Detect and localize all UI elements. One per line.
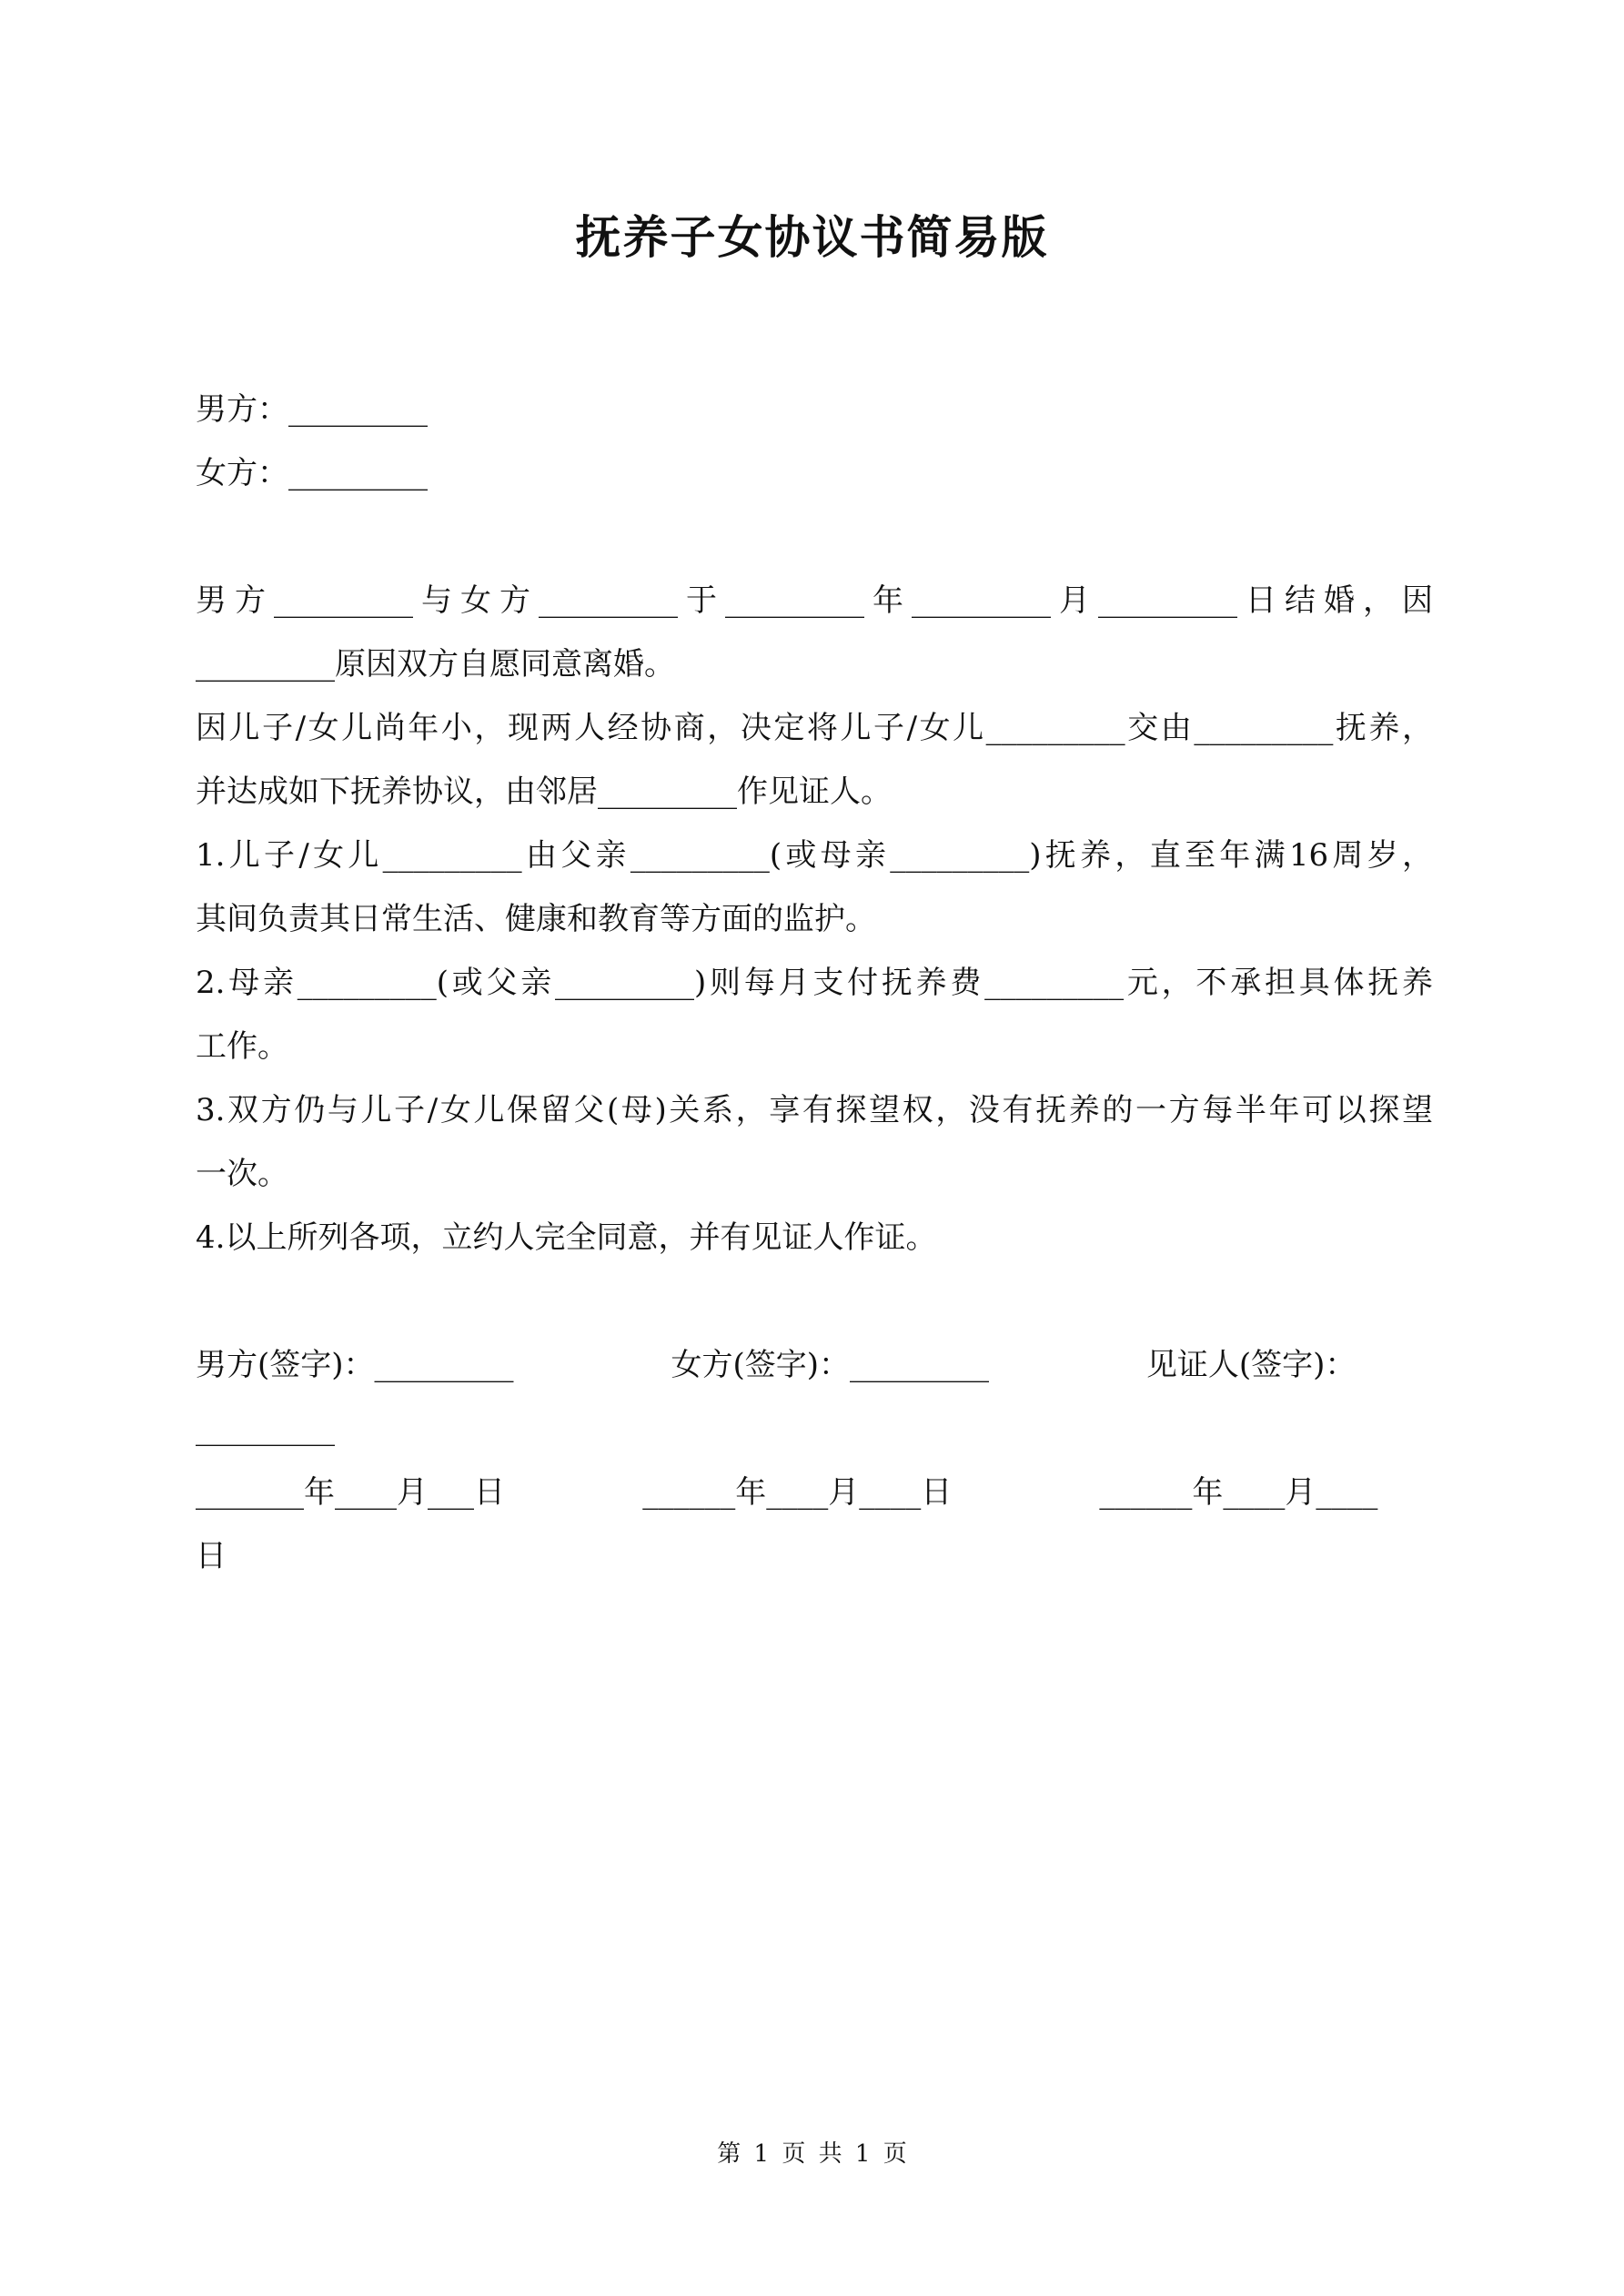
clause-2-line-2: 工作。 xyxy=(196,1028,288,1065)
male-party-line: 男方：_________ xyxy=(196,391,428,428)
paragraph-marriage-line-2: _________原因双方自愿同意离婚。 xyxy=(196,646,675,683)
clause-1-line-1: 1.儿子/女儿_________由父亲_________(或母亲_________)抚养，直至年满16周岁， xyxy=(196,837,1433,874)
document-title: 抚养子女协议书简易版 xyxy=(575,210,1049,264)
date-line-1: _______年____月___日 ______年____月____日 ______年____月____ xyxy=(196,1474,1378,1511)
paragraph-custody-line-1: 因儿子/女儿尚年小，现两人经协商，决定将儿子/女儿_________交由_________抚养， xyxy=(196,710,1433,746)
date-line-2: 日 xyxy=(196,1538,227,1574)
paragraph-custody-line-2: 并达成如下抚养协议，由邻居_________作见证人。 xyxy=(196,774,892,810)
paragraph-marriage-line-1: 男方_________与女方_________于_________年_________月_________日结婚，因 xyxy=(196,582,1433,619)
signature-line-1: 男方(签字)：_________ 女方(签字)：_________ 见证人(签字)： xyxy=(196,1347,1357,1383)
female-party-line: 女方：_________ xyxy=(196,455,428,491)
clause-4-line: 4.以上所列各项，立约人完全同意，并有见证人作证。 xyxy=(196,1219,937,1256)
signature-line-2: _________ xyxy=(196,1411,335,1447)
clause-1-line-2: 其间负责其日常生活、健康和教育等方面的监护。 xyxy=(196,901,876,937)
page-footer: 第 1 页 共 1 页 xyxy=(717,2140,907,2168)
clause-3-line-1: 3.双方仍与儿子/女儿保留父(母)关系，享有探望权，没有抚养的一方每半年可以探望 xyxy=(196,1092,1433,1128)
clause-2-line-1: 2.母亲_________(或父亲_________)则每月支付抚养费_________元，不承担具体抚养 xyxy=(196,965,1433,1001)
clause-3-line-2: 一次。 xyxy=(196,1156,288,1192)
